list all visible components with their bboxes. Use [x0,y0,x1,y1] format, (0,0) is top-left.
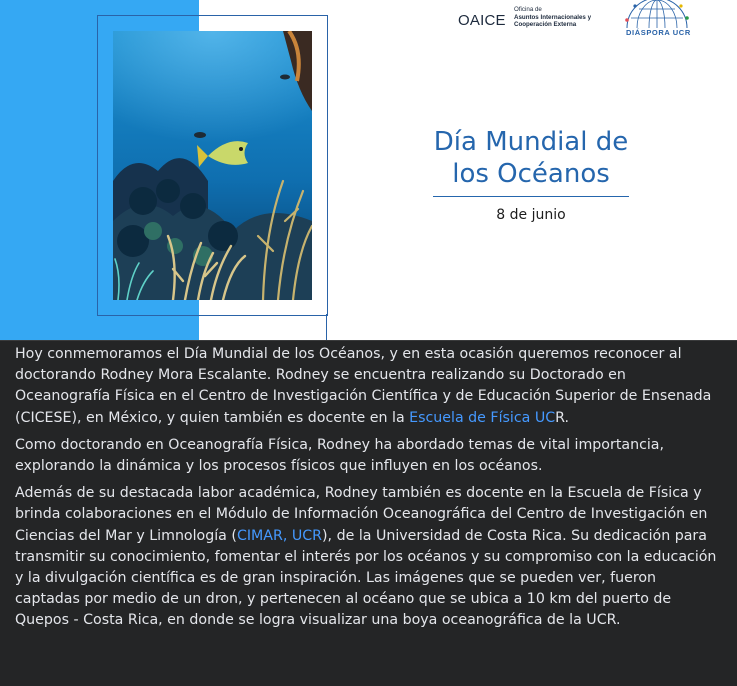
caption-paragraph-2: Como doctorando en Oceanografía Física, Rodney ha abordado temas de vital importancia, explorando la dinámica y los procesos físicos que influyen en los océanos. [15,436,665,475]
frame-divider [326,314,327,340]
escuela-fisica-link[interactable]: Escuela de Física UC [409,409,556,426]
oaice-logo: OAICE [458,12,506,29]
oficina-logo-text: Oficina de Asuntos Internacionales y Cooperación Externa [514,6,592,29]
title-underline [433,196,629,197]
banner-title: Día Mundial de los Océanos [433,127,629,189]
post-image-banner[interactable] [0,0,737,340]
caption-paragraph-1: Hoy conmemoramos el Día Mundial de los Océanos, y en esta ocasión queremos reconocer al doctorando Rodney Mora Escalante. Rodney se encuentra realizando su Doctorado en Oceanografía Física en el Centro de Investigación Científica y de Educación Superior de Ensenada (CICESE), en México, y quien también es docente en la Escuela de Física UCR. [15,346,712,426]
post-caption [0,340,737,686]
cimar-link[interactable]: CIMAR, UCR [236,527,323,544]
caption-paragraph-3: Además de su destacada labor académica, Rodney también es docente en la Escuela de Física y brinda colaboraciones en el Módulo de Información Oceanográfica del Centro de Investigación en Ciencias del Mar y Limnología (CIMAR, UCR), de la Universidad de Costa Rica. Su dedicación para transmitir su conocimiento, fomentar el interés por los océanos y su compromiso con la educación y la divulgación científica es de gran inspiración. Las imágenes que se pueden ver, fueron captadas por medio de un dron, y pertenecen al océano que se ubica a 10 km del puerto de Quepos - Costa Rica, en donde se logra visualizar una boya oceanográfica de la UCR. [15,485,717,629]
banner-date: 8 de junio [496,207,566,223]
logos [458,4,728,48]
ocean-reef-photo [113,31,312,300]
diaspora-logo-text: DIÁSPORA UCR [626,28,691,37]
globe-icon [621,0,693,30]
